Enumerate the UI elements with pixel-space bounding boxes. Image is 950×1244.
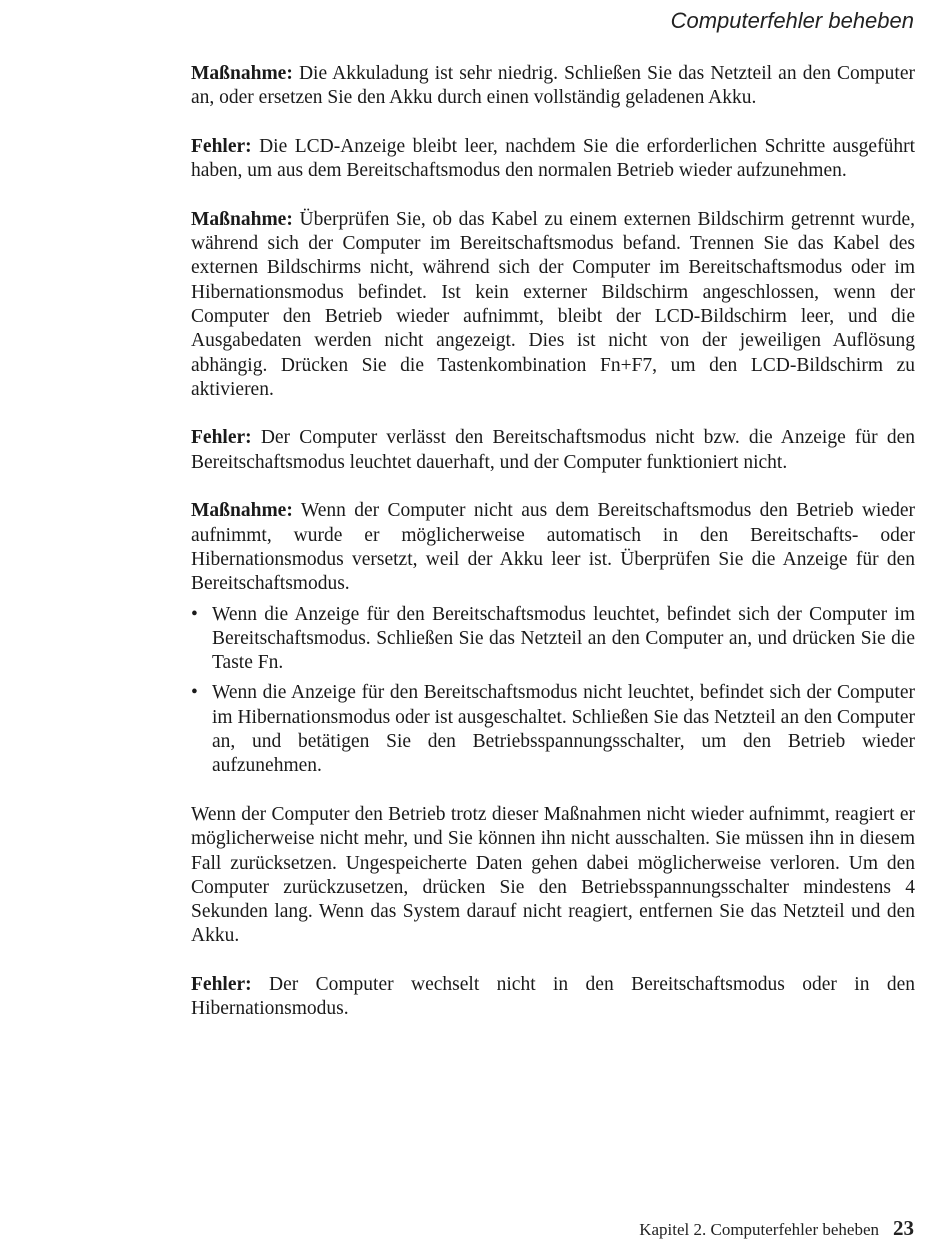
- action-paragraph: [191, 499, 915, 596]
- list-item-text: Wenn die Anzeige für den Bereitschaftsmodus leuchtet, befindet sich der Computer im Bereitschaftsmodus. Schließen Sie das Netzteil an den Computer an, und drücken Sie die Taste Fn.: [212, 603, 915, 674]
- problem-paragraph: [191, 135, 915, 184]
- running-header: Computerfehler beheben: [670, 8, 914, 33]
- paragraph-text: Wenn der Computer den Betrieb trotz dieser Maßnahmen nicht wieder aufnimmt, reagiert er möglicherweise nicht mehr, und Sie können ihn nicht ausschalten. Sie müssen ihn in diesem Fall zurücksetzen. Ungespeicherte Daten gehen dabei möglicherweise verloren. Um den Computer zurückzusetzen, drücken Sie den Betriebsspannungsschalter mindestens 4 Sekunden lang. Wenn das System darauf nicht reagiert, entfernen Sie das Netzteil und den Akku.: [191, 803, 915, 947]
- problem-label: Fehler:: [191, 135, 252, 157]
- bullet-marker: •: [191, 603, 198, 625]
- action-label: Maßnahme:: [191, 63, 293, 84]
- document-body: [191, 62, 915, 1046]
- problem-paragraph: [191, 973, 915, 1022]
- problem-paragraph: [191, 426, 915, 475]
- bullet-marker: •: [191, 682, 198, 704]
- paragraph-text: Der Computer wechselt nicht in den Bereitschaftsmodus oder in den Hibernationsmodus.: [191, 973, 915, 1020]
- page-number: 23: [893, 1216, 914, 1240]
- paragraph-text: Überprüfen Sie, ob das Kabel zu einem externen Bildschirm getrennt wurde, während sich der Computer im Bereitschaftsmodus befand. Trennen Sie das Kabel des externen Bildschirms nicht, während sich der Computer im Bereitschaftsmodus oder im Hibernationsmodus befindet. Ist kein externer Bildschirm angeschlossen, wenn der Computer den Betrieb wieder aufnimmt, bleibt der LCD-Bildschirm leer, und die Ausgabedaten werden nicht angezeigt. Dies ist nicht von der jeweiligen Auflösung abhängig. Drücken Sie die Tastenkombination Fn+F7, um den LCD-Bildschirm zu aktivieren.: [191, 208, 915, 400]
- page-footer: [639, 1216, 914, 1241]
- paragraph-text: Der Computer verlässt den Bereitschaftsmodus nicht bzw. die Anzeige für den Bereitschaftsmodus leuchtet dauerhaft, und der Computer funktioniert nicht.: [191, 427, 915, 473]
- paragraph-text: Die LCD-Anzeige bleibt leer, nachdem Sie die erforderlichen Schritte ausgeführt haben, um aus dem Bereitschaftsmodus den normalen Betrieb wieder aufzunehmen.: [191, 135, 915, 182]
- problem-label: Fehler:: [191, 427, 252, 449]
- action-paragraph: [191, 208, 915, 402]
- footer-chapter-title: Kapitel 2. Computerfehler beheben: [639, 1220, 879, 1239]
- list-item-text: Wenn die Anzeige für den Bereitschaftsmodus nicht leuchtet, befindet sich der Computer im Hibernationsmodus oder ist ausgeschaltet. Schließen Sie das Netzteil an den Computer an, und betätigen Sie den Betriebsspannungsschalter, um den Betrieb wieder aufzunehmen.: [212, 682, 915, 777]
- paragraph-text: Wenn der Computer nicht aus dem Bereitschaftsmodus den Betrieb wieder aufnimmt, wurde er möglicherweise automatisch in den Bereitschafts- oder Hibernationsmodus versetzt, weil der Akku leer ist. Überprüfen Sie die Anzeige für den Bereitschaftsmodus.: [191, 500, 915, 595]
- problem-label: Fehler:: [191, 973, 252, 995]
- list-item: [191, 603, 915, 676]
- paragraph-text: Die Akkuladung ist sehr niedrig. Schließen Sie das Netzteil an den Computer an, oder ersetzen Sie den Akku durch einen vollständig geladenen Akku.: [191, 63, 915, 109]
- list-item: [191, 681, 915, 778]
- action-label: Maßnahme:: [191, 500, 293, 522]
- action-label: Maßnahme:: [191, 208, 293, 230]
- reset-paragraph: [191, 803, 915, 949]
- bullet-list: [191, 603, 915, 779]
- action-paragraph: [191, 62, 915, 111]
